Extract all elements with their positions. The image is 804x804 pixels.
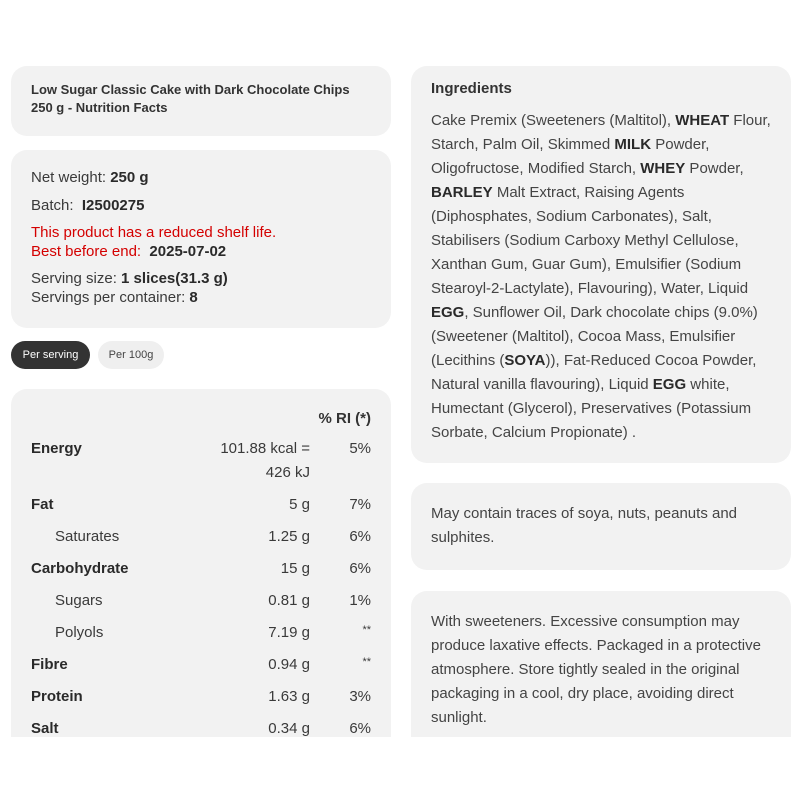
nutrient-label: Fat [31,496,54,513]
nutrient-label: Sugars [55,592,103,609]
allergen-highlight: WHEAT [675,112,730,129]
allergen-highlight: BARLEY [431,184,493,201]
serving-size-label: Serving size: [31,270,117,287]
serving-size [31,269,371,288]
ingredients-text-part: Powder, Oligofructose, Modified Starch, [431,136,710,177]
allergen-warning-card [411,483,791,570]
nutrient-ri: 5% [349,440,371,457]
nutrient-value: 0.81 g [268,592,310,609]
best-before [31,242,371,261]
net-weight [31,168,371,187]
warning-text: With sweeteners. Excessive consumption may produce laxative effects. Packaged in a protective atmosphere. Store tightly sealed in the original packaging in a cool, dry place, avoiding direct sunlight. [431,613,761,726]
allergen-highlight: WHEY [640,160,686,177]
nutrient-label: Carbohydrate [31,560,129,577]
ingredients-text-part: Cake Premix (Sweeteners (Maltitol), [431,112,676,129]
nutrient-value: 0.94 g [268,656,310,673]
ingredients-text-part: , Sunflower Oil, Dark chocolate chips (9.0%) (Sweetener (Maltitol), Cocoa Mass, Emulsifier (Lecithins ( [431,304,758,369]
allergen-highlight: EGG [431,304,465,321]
ingredients-text-part: white, Humectant (Glycerol), Preservatives (Potassium Sorbate, Calcium Propionate) . [431,376,752,441]
viewport-bottom [0,737,804,804]
nutrient-value: 0.34 g [268,720,310,737]
servings-per-container [31,288,371,307]
net-weight-label: Net weight: [31,169,107,186]
best-before-label: Best before end: [31,243,142,260]
nutrient-value: 1.25 g [268,528,310,545]
nutrient-value: 101.88 kcal = [220,440,310,457]
nutrient-ri: ** [362,624,371,636]
usage-warning-card [411,591,791,749]
serving-size-value: 1 slices(31.3 g) [121,270,228,287]
tab-per-serving[interactable]: Per serving [11,341,90,369]
nutrient-label: Salt [31,720,59,737]
nutrient-ri: ** [362,656,371,668]
ingredients-title: Ingredients [431,80,512,97]
allergen-highlight: MILK [614,136,652,153]
nutrient-value: 7.19 g [268,624,310,641]
product-info-card [11,150,391,328]
nutrient-label: Energy [31,440,82,457]
ingredients-text-part: Powder, [685,160,744,177]
nutrient-ri: 6% [349,720,371,737]
ingredients-text-part: )), Fat-Reduced Cocoa Powder, Natural vanilla flavouring), Liquid [431,352,757,393]
ri-column-header: % RI (*) [318,410,371,427]
servings-value: 8 [189,289,198,306]
batch-value: I2500275 [81,197,145,214]
nutrient-value: 15 g [280,560,310,577]
tab-per-100g[interactable]: Per 100g [98,341,164,369]
shelf-life-notice: This product has a reduced shelf life. [31,224,277,241]
batch-label: Batch: [31,197,74,214]
nutrient-label: Fibre [31,656,68,673]
nutrient-label: Protein [31,688,83,705]
nutrition-table [11,389,391,749]
nutrient-value-secondary: 426 kJ [265,464,310,481]
ingredients-text [431,109,771,445]
nutrient-ri: 6% [349,560,371,577]
ingredients-text-part: Flour, Starch, Palm Oil, Skimmed [431,112,771,153]
nutrient-ri: 1% [349,592,371,609]
nutrient-value: 1.63 g [268,688,310,705]
nutrient-ri: 3% [349,688,371,705]
allergen-text: May contain traces of soya, nuts, peanuts and sulphites. [431,505,738,546]
product-title-card [11,66,391,136]
allergen-highlight: EGG [652,376,687,393]
product-title: Low Sugar Classic Cake with Dark Chocolate Chips 250 g - Nutrition Facts [31,82,350,115]
allergen-highlight: SOYA [504,352,546,369]
nutrient-label: Saturates [55,528,120,545]
ingredients-text-part: Malt Extract, Raising Agents (Diphosphates, Sodium Carbonates), Salt, Stabilisers (Sodium Carboxy Methyl Cellulose, Xanthan Gum, Guar Gum), Emulsifier (Sodium Stearoyl-2-Lactylate), Flavouring), Water, Liquid [431,184,749,297]
ingredients-card [411,66,791,463]
nutrient-ri: 6% [349,528,371,545]
nutrient-value: 5 g [289,496,310,513]
servings-label: Servings per container: [31,289,186,306]
best-before-value: 2025-07-02 [149,243,227,260]
batch [31,196,371,215]
nutrient-ri: 7% [349,496,371,513]
net-weight-value: 250 g [110,169,149,186]
nutrient-label: Polyols [55,624,104,641]
